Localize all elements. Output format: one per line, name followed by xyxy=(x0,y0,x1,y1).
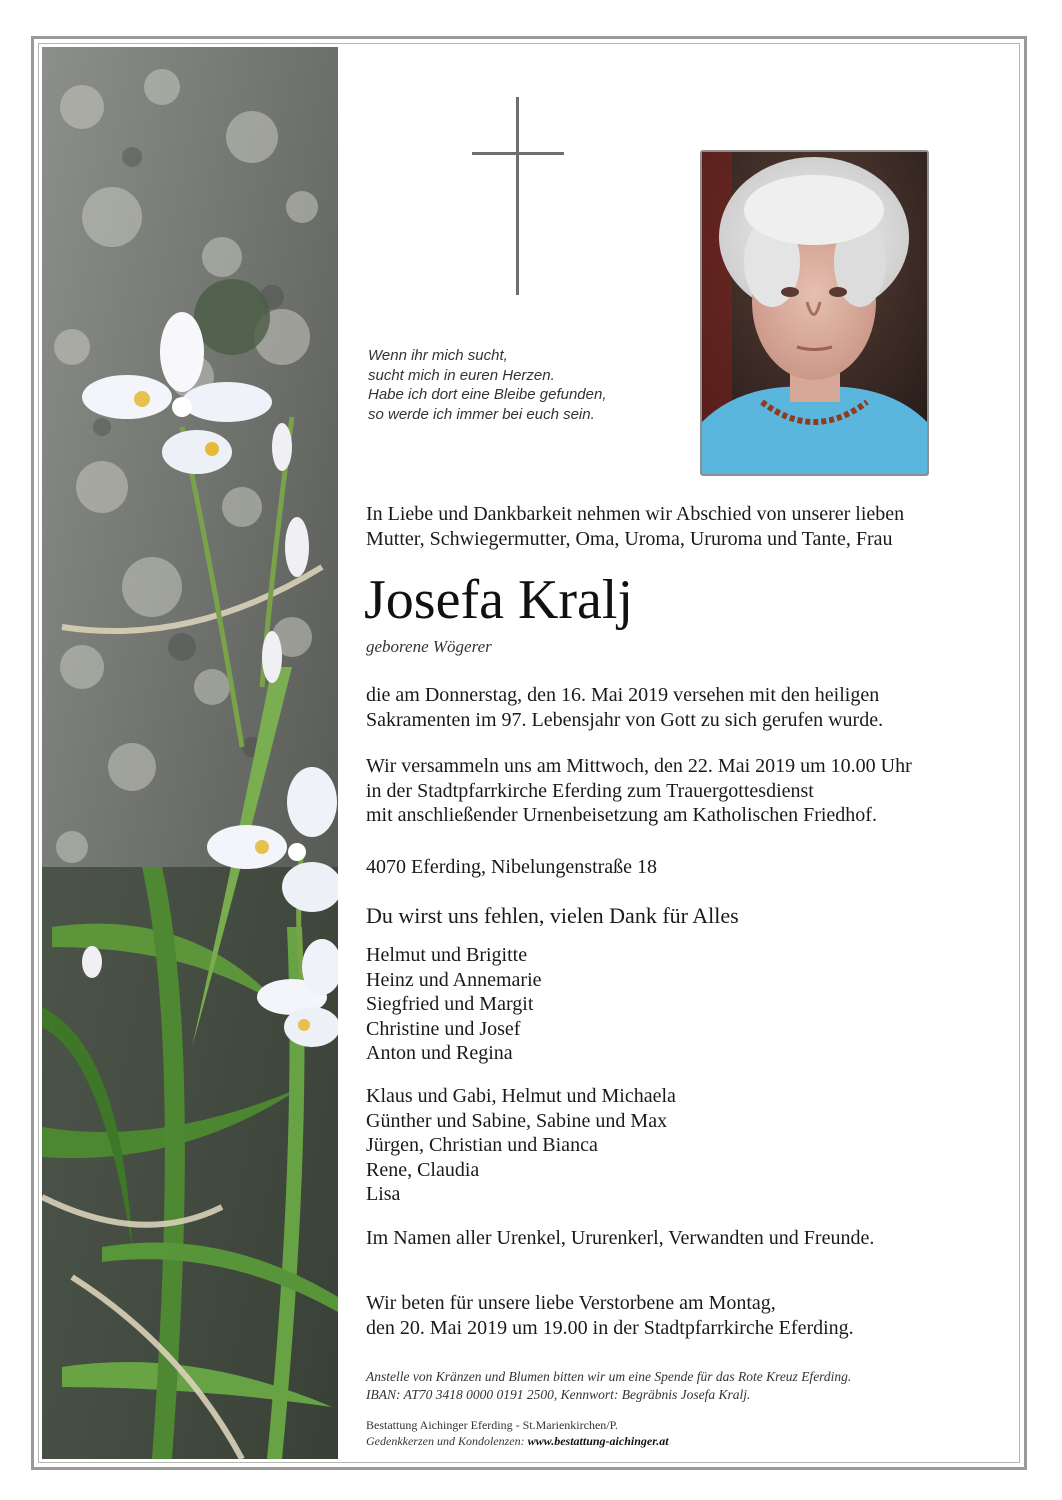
family-member: Siegfried und Margit xyxy=(366,993,534,1015)
intro-line: Mutter, Schwiegermutter, Oma, Uroma, Ururoma und Tante, Frau xyxy=(366,527,893,550)
family-member: Klaus und Gabi, Helmut und Michaela xyxy=(366,1085,676,1107)
family-member: Helmut und Brigitte xyxy=(366,944,528,966)
donation-line: Anstelle von Kränzen und Blumen bitten wir um eine Spende für das Rote Kreuz Eferding. xyxy=(366,1369,852,1384)
condolence-line xyxy=(366,1434,669,1450)
family-member: Christine und Josef xyxy=(366,1017,521,1040)
funeral-service xyxy=(366,754,912,828)
poem-line: Wenn ihr mich sucht, xyxy=(368,347,508,364)
death-line: Sakramenten im 97. Lebensjahr von Gott zu sich gerufen wurde. xyxy=(366,708,884,731)
poem-line: Habe ich dort eine Bleibe gefunden, xyxy=(368,386,607,403)
cross-icon xyxy=(472,97,564,295)
prayer-line: den 20. Mai 2019 um 19.00 in der Stadtpfarrkirche Eferding. xyxy=(366,1316,854,1339)
donation-note xyxy=(366,1368,851,1404)
portrait-photo xyxy=(700,150,929,476)
donation-line: IBAN: AT70 3418 0000 0191 2500, Kennwort: Begräbnis Josefa Kralj. xyxy=(366,1387,751,1402)
prayer-notice xyxy=(366,1291,854,1340)
service-line: in der Stadtpfarrkirche Eferding zum Trauergottesdienst xyxy=(366,779,814,802)
family-member: Jürgen, Christian und Bianca xyxy=(366,1134,598,1156)
intro-text xyxy=(366,502,904,551)
poem xyxy=(368,346,688,424)
on-behalf-of xyxy=(366,1226,874,1251)
family-member: Anton und Regina xyxy=(366,1042,513,1064)
family-member: Rene, Claudia xyxy=(366,1158,480,1181)
poem-line: sucht mich in euren Herzen. xyxy=(368,366,555,384)
family-member: Heinz und Annemarie xyxy=(366,968,542,991)
address xyxy=(366,855,657,880)
family-children-list xyxy=(366,943,542,1066)
website-link[interactable]: www.bestattung-aichinger.at xyxy=(527,1433,669,1448)
undertaker-info xyxy=(366,1418,669,1449)
family-member: Günther und Sabine, Sabine und Max xyxy=(366,1109,668,1132)
maiden-name: geborene Wögerer xyxy=(366,637,492,656)
prayer-line: Wir beten für unsere liebe Verstorbene am Montag, xyxy=(366,1292,776,1314)
poem-line: so werde ich immer bei euch sein. xyxy=(368,405,595,423)
miss-you-heading: Du wirst uns fehlen, vielen Dank für Alles xyxy=(366,903,739,928)
condolence-label: Gedenkkerzen und Kondolenzen: xyxy=(366,1433,528,1448)
death-notice xyxy=(366,683,883,732)
death-line: die am Donnerstag, den 16. Mai 2019 versehen mit den heiligen xyxy=(366,684,880,706)
service-line: mit anschließender Urnenbeisetzung am Katholischen Friedhof. xyxy=(366,804,877,826)
family-member: Lisa xyxy=(366,1183,401,1205)
undertaker-name: Bestattung Aichinger Eferding - St.Marienkirchen/P. xyxy=(366,1418,618,1432)
deceased-name: Josefa Kralj xyxy=(364,569,634,631)
iris-flowers-photo xyxy=(42,47,338,1459)
on-behalf-line: Im Namen aller Urenkel, Ururenkerl, Verwandten und Freunde. xyxy=(366,1227,875,1249)
service-line: Wir versammeln uns am Mittwoch, den 22. Mai 2019 um 10.00 Uhr xyxy=(366,755,912,777)
intro-line: In Liebe und Dankbarkeit nehmen wir Abschied von unserer lieben xyxy=(366,503,905,525)
family-grandchildren-list xyxy=(366,1084,676,1207)
address-line: 4070 Eferding, Nibelungenstraße 18 xyxy=(366,856,658,878)
